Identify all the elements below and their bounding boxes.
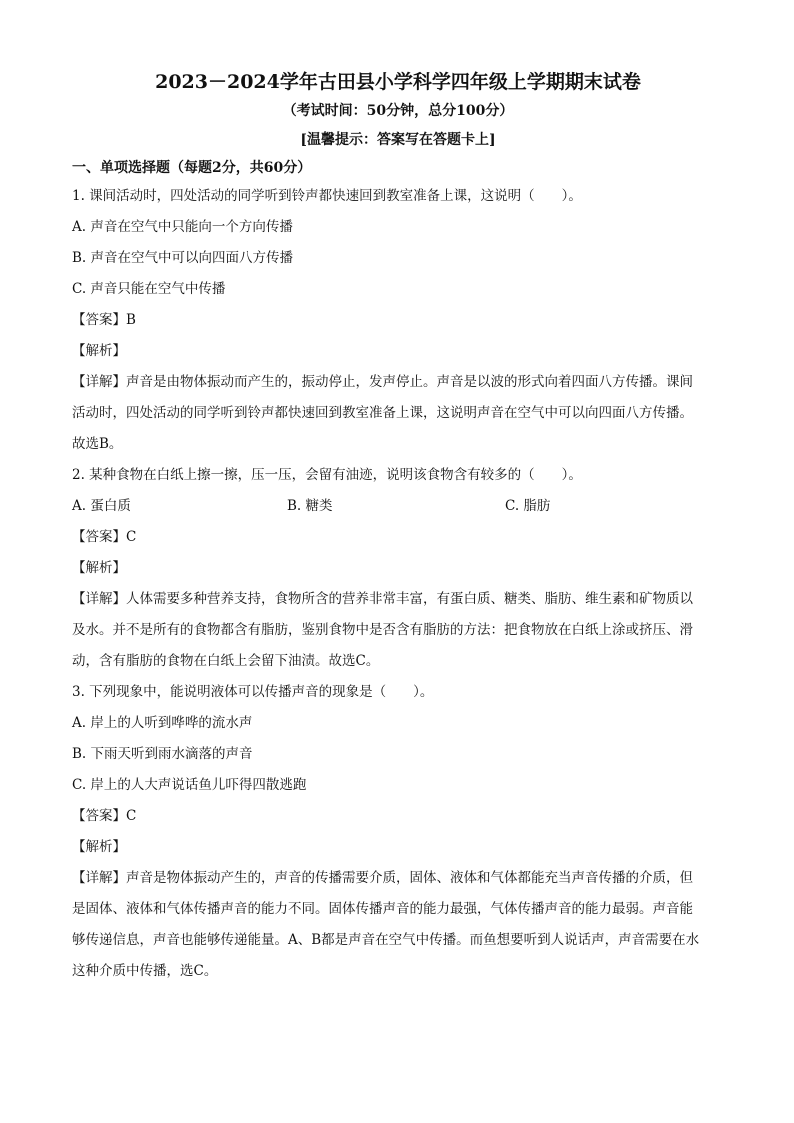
detail-line: 这种介质中传播，选C。 xyxy=(72,963,218,979)
analysis-label: 【解析】 xyxy=(72,560,126,576)
options-row xyxy=(72,491,724,522)
option-c: C. 声音只能在空气中传播 xyxy=(72,281,226,297)
detail-line: 故选B。 xyxy=(72,436,123,452)
detail-line: 【详解】声音是由物体振动而产生的，振动停止，发声停止。声音是以波的形式向着四面八方传播。课间 xyxy=(72,374,693,390)
question-stem: 3. 下列现象中，能说明液体可以传播声音的现象是（ ）。 xyxy=(72,684,434,700)
answer: 【答案】B xyxy=(72,312,136,328)
answer: 【答案】C xyxy=(72,808,137,824)
option-b: B. 糖类 xyxy=(287,498,333,514)
option-c: C. 岸上的人大声说话鱼儿吓得四散逃跑 xyxy=(72,777,307,793)
option-c: C. 脂肪 xyxy=(505,498,551,514)
question-1 xyxy=(72,181,724,460)
analysis-label: 【解析】 xyxy=(72,343,126,359)
detail-line: 活动时，四处活动的同学听到铃声都快速回到教室准备上课，这说明声音在空气中可以向四面八方传播。 xyxy=(72,405,693,421)
option-a: A. 蛋白质 xyxy=(72,498,131,514)
detail-line: 动，含有脂肪的食物在白纸上会留下油渍。故选C。 xyxy=(72,653,380,669)
exam-title: 2023－2024学年古田县小学科学四年级上学期期末试卷 xyxy=(155,71,641,93)
detail-line: 【详解】声音是物体振动产生的，声音的传播需要介质，固体、液体和气体都能充当声音传播的介质，但 xyxy=(72,870,693,886)
section-title: 一、单项选择题（每题2分，共60分） xyxy=(72,160,312,176)
exam-info: （考试时间：50分钟，总分100分） xyxy=(282,103,514,119)
exam-hint: [温馨提示：答案写在答题卡上] xyxy=(300,132,496,148)
question-stem: 1. 课间活动时，四处活动的同学听到铃声都快速回到教室准备上课，这说明（ ）。 xyxy=(72,188,582,204)
option-a: A. 岸上的人听到哗哗的流水声 xyxy=(72,715,253,731)
detail-line: 够传递信息，声音也能够传递能量。A、B都是声音在空气中传播。而鱼想要听到人说话声，声音需要在水 xyxy=(72,932,700,948)
option-b: B. 声音在空气中可以向四面八方传播 xyxy=(72,250,294,266)
option-b: B. 下雨天听到雨水滴落的声音 xyxy=(72,746,253,762)
question-stem: 2. 某种食物在白纸上擦一擦，压一压，会留有油迹，说明该食物含有较多的（ ）。 xyxy=(72,467,582,483)
question-3 xyxy=(72,677,724,987)
analysis-label: 【解析】 xyxy=(72,839,126,855)
question-2 xyxy=(72,460,724,677)
detail-line: 及水。并不是所有的食物都含有脂肪，鉴别食物中是否含有脂肪的方法：把食物放在白纸上涂或挤压、滑 xyxy=(72,622,693,638)
detail-line: 【详解】人体需要多种营养支持，食物所含的营养非常丰富，有蛋白质、糖类、脂肪、维生素和矿物质以 xyxy=(72,591,693,607)
detail-line: 是固体、液体和气体传播声音的能力不同。固体传播声音的能力最强，气体传播声音的能力最弱。声音能 xyxy=(72,901,693,917)
option-a: A. 声音在空气中只能向一个方向传播 xyxy=(72,219,293,235)
answer: 【答案】C xyxy=(72,529,137,545)
